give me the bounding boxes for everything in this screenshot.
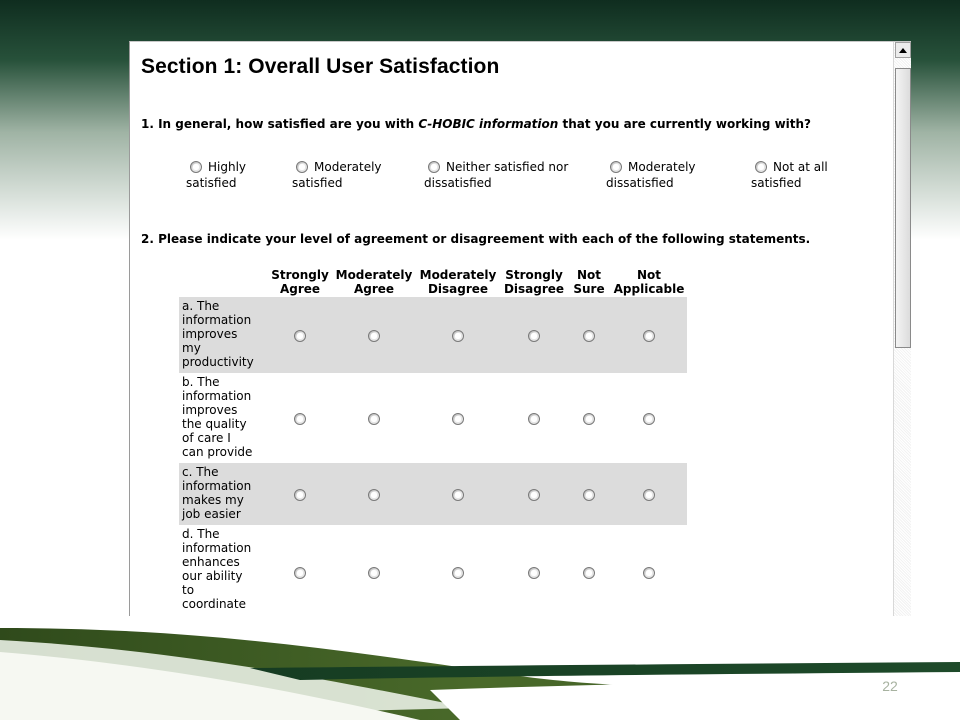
section-title: Section 1: Overall User Satisfaction (141, 55, 500, 78)
column-header-strongly-disagree: Strongly Disagree (503, 268, 565, 296)
radio-d-not-applicable[interactable] (643, 567, 655, 579)
q1-radio-neither[interactable] (428, 161, 440, 173)
q1-option-label: satisfied (751, 176, 802, 190)
q1-option-label: dissatisfied (424, 176, 492, 190)
radio-b-not-sure[interactable] (583, 413, 595, 425)
radio-b-strongly-agree[interactable] (294, 413, 306, 425)
radio-c-not-applicable[interactable] (643, 489, 655, 501)
column-header-moderately-agree: Moderately Agree (335, 268, 413, 296)
radio-b-moderately-agree[interactable] (368, 413, 380, 425)
statement-text: b. The information improves the quality of care I can provide (182, 375, 253, 459)
radio-b-strongly-disagree[interactable] (528, 413, 540, 425)
q1-radio-moderately-dissatisfied[interactable] (610, 161, 622, 173)
statement-text: d. The information enhances our ability to coordinate (182, 527, 252, 611)
vertical-scrollbar[interactable] (893, 42, 911, 616)
radio-c-strongly-agree[interactable] (294, 489, 306, 501)
q1-option-label: Moderately (628, 160, 696, 174)
column-header-not-applicable: Not Applicable (613, 268, 685, 296)
question-1-suffix: that you are currently working with? (558, 117, 812, 131)
q1-option-label: Neither satisfied nor (446, 160, 569, 174)
q1-radio-not-at-all-satisfied[interactable] (755, 161, 767, 173)
statement-row-b (179, 373, 687, 463)
q1-option-highly-satisfied[interactable] (186, 159, 246, 191)
question-2: 2. Please indicate your level of agreement or disagreement with each of the following statements. (141, 232, 811, 246)
radio-a-not-sure[interactable] (583, 330, 595, 342)
radio-a-moderately-disagree[interactable] (452, 330, 464, 342)
q1-option-label: satisfied (186, 176, 237, 190)
radio-c-moderately-disagree[interactable] (452, 489, 464, 501)
radio-d-strongly-agree[interactable] (294, 567, 306, 579)
column-header-not-sure: Not Sure (573, 268, 605, 296)
radio-a-moderately-agree[interactable] (368, 330, 380, 342)
radio-a-strongly-agree[interactable] (294, 330, 306, 342)
q1-option-label: Highly (208, 160, 247, 174)
q1-radio-moderately-satisfied[interactable] (296, 161, 308, 173)
statement-row-a (179, 297, 687, 373)
radio-d-moderately-disagree[interactable] (452, 567, 464, 579)
statement-row-c (179, 463, 687, 525)
q1-option-label: dissatisfied (606, 176, 674, 190)
radio-d-moderately-agree[interactable] (368, 567, 380, 579)
statement-row-d (179, 525, 687, 616)
radio-b-not-applicable[interactable] (643, 413, 655, 425)
radio-a-strongly-disagree[interactable] (528, 330, 540, 342)
agreement-matrix (179, 268, 687, 616)
question-1-prefix: 1. In general, how satisfied are you with (141, 117, 419, 131)
q1-option-not-at-all-satisfied[interactable] (751, 159, 828, 191)
radio-c-strongly-disagree[interactable] (528, 489, 540, 501)
scroll-up-arrow-icon[interactable] (895, 42, 911, 58)
radio-a-not-applicable[interactable] (643, 330, 655, 342)
matrix-corner (179, 268, 267, 297)
radio-d-not-sure[interactable] (583, 567, 595, 579)
slide-page-number: 22 (882, 678, 898, 694)
radio-d-strongly-disagree[interactable] (528, 567, 540, 579)
q1-option-label: satisfied (292, 176, 343, 190)
radio-c-moderately-agree[interactable] (368, 489, 380, 501)
scrollbar-thumb[interactable] (895, 68, 911, 348)
statement-text: a. The information improves my productivity (179, 297, 267, 373)
question-1 (141, 117, 811, 131)
radio-c-not-sure[interactable] (583, 489, 595, 501)
column-header-strongly-agree: Strongly Agree (271, 268, 329, 296)
q1-option-moderately-satisfied[interactable] (292, 159, 382, 191)
survey-page (130, 42, 892, 616)
matrix-header-row (179, 268, 687, 297)
column-header-moderately-disagree: Moderately Disagree (419, 268, 497, 296)
radio-b-moderately-disagree[interactable] (452, 413, 464, 425)
q1-option-label: Not at all (773, 160, 828, 174)
question-1-emphasis: C-HOBIC information (418, 117, 559, 131)
q1-radio-highly-satisfied[interactable] (190, 161, 202, 173)
survey-browser-window (129, 41, 911, 616)
q1-option-neither[interactable] (424, 159, 568, 191)
q1-option-moderately-dissatisfied[interactable] (606, 159, 696, 191)
statement-text: c. The information makes my job easier (179, 463, 267, 525)
q1-option-label: Moderately (314, 160, 382, 174)
